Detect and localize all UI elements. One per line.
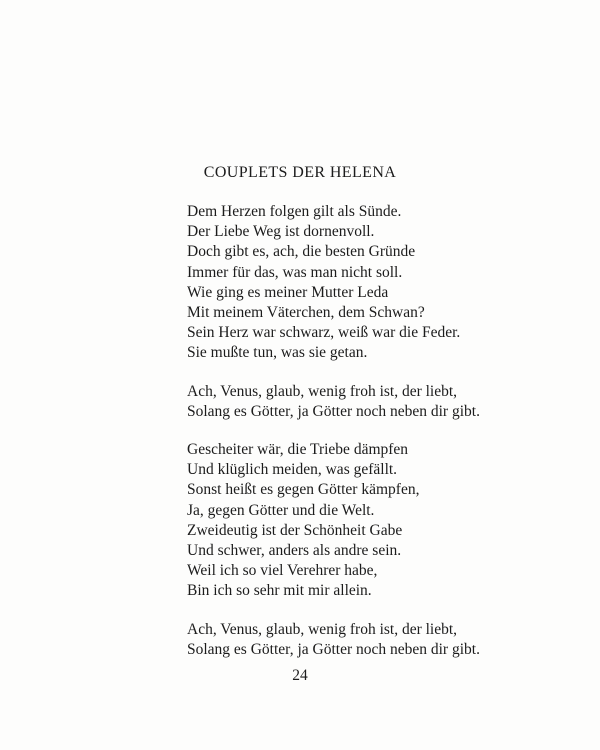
poem-line: Dem Herzen folgen gilt als Sünde. [187, 203, 402, 220]
poem-line: Sein Herz war schwarz, weiß war die Feder. [187, 324, 461, 342]
poem-line: Sonst heißt es gegen Götter kämpfen, [187, 481, 420, 499]
poem-line: Und schwer, anders als andre sein. [187, 542, 402, 560]
poem-line: Mit meinem Väterchen, dem Schwan? [187, 304, 425, 322]
poem-title: COUPLETS DER HELENA [203, 164, 397, 181]
poem-line: Solang es Götter, ja Götter noch neben dir gibt. [187, 640, 480, 658]
poem-line: Zweideutig ist der Schönheit Gabe [187, 521, 403, 539]
refrain-2 [187, 620, 567, 660]
poem-line: Ach, Venus, glaub, wenig froh ist, der liebt, [187, 620, 458, 638]
poem-line: Bin ich so sehr mit mir allein. [187, 582, 372, 600]
poem-line: Und klüglich meiden, was gefällt. [187, 461, 398, 479]
refrain-1 [187, 382, 567, 422]
poem-line: Gescheiter wär, die Triebe dämpfen [187, 441, 409, 459]
poem-line: Ach, Venus, glaub, wenig froh ist, der liebt, [187, 382, 458, 400]
poem-line: Immer für das, was man nicht soll. [187, 263, 403, 281]
poem-line: Ja, gegen Götter und die Welt. [187, 501, 375, 519]
page-number: 24 [292, 667, 308, 684]
stanza-2 [187, 440, 567, 602]
poem-line: Der Liebe Weg ist dornenvoll. [187, 223, 375, 241]
poem-line: Sie mußte tun, was sie getan. [187, 344, 368, 362]
stanza-1 [187, 202, 567, 364]
poem-line: Wie ging es meiner Mutter Leda [187, 283, 389, 301]
poem-line: Weil ich so viel Verehrer habe, [187, 562, 378, 580]
poem-line: Solang es Götter, ja Götter noch neben dir gibt. [187, 402, 480, 420]
poem-body [187, 202, 567, 678]
poem-line: Doch gibt es, ach, die besten Gründe [187, 243, 416, 261]
